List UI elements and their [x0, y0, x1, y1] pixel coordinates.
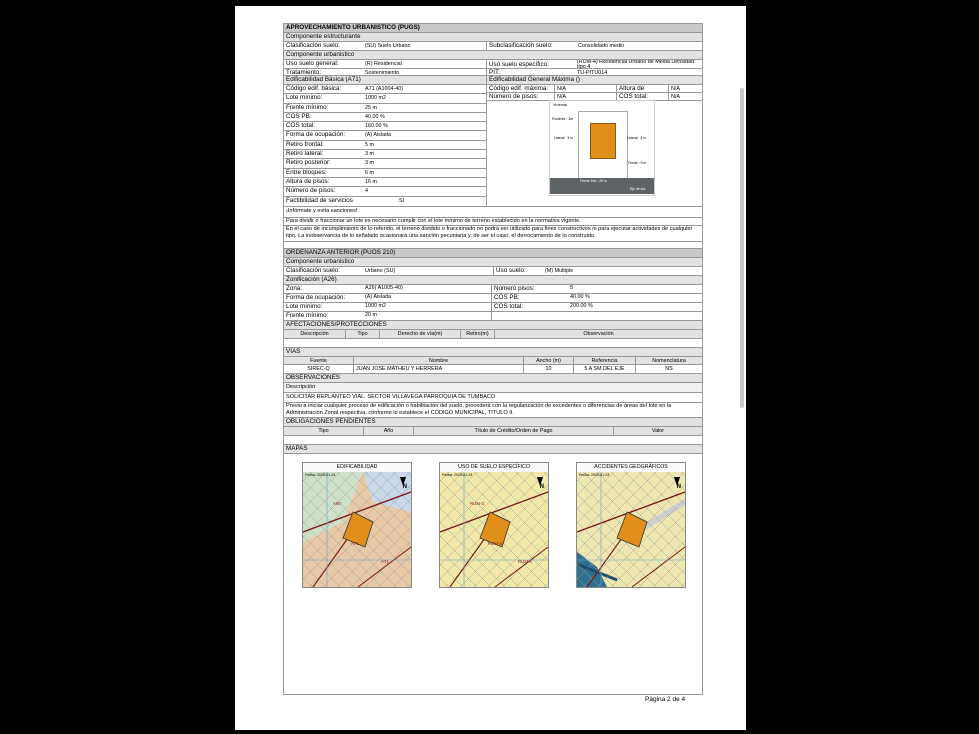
basica-row — [284, 159, 486, 168]
basica-row — [284, 94, 486, 103]
ant-cospb-label: COS PB: — [494, 293, 520, 301]
map-title: EDIFICABILIDAD — [303, 463, 411, 473]
map-zone-label: A71 — [351, 540, 359, 546]
basica-row — [284, 150, 486, 159]
basica-row — [284, 178, 486, 187]
map-date: Fecha: 2025-01-24 — [579, 472, 610, 477]
map-date: Fecha: 2025-01-24 — [442, 472, 473, 477]
cos-max-label: COS total: — [617, 93, 669, 100]
vias-row — [284, 365, 702, 374]
basica-row — [284, 131, 486, 140]
basica-row-value: A71 (A1004-40) — [365, 86, 404, 92]
ant-forma-value: (A) Aislada — [365, 293, 392, 300]
ant-costot-label: COS total: — [494, 302, 524, 310]
vias-ancho: 10 — [524, 365, 574, 373]
basica-row — [284, 85, 486, 94]
diagram-lateral-left: Lateral : 3 m — [554, 136, 573, 140]
basica-row-value: 3 m — [365, 160, 374, 167]
maxima-title: Edificabilidad General Máxima () — [487, 76, 702, 85]
afect-col-derecho: Derecho de vía(m) — [380, 330, 461, 338]
ant-cospb-value: 40.00 % — [570, 293, 590, 300]
tratamiento-value: Sostenimiento — [365, 70, 400, 76]
basica-row-label: Retiro posterior: — [286, 159, 331, 167]
cos-max-value: N/A — [671, 94, 680, 100]
basica-row-value: 1000 m2 — [365, 95, 386, 102]
uso-general-value: (R) Residencial — [365, 61, 402, 67]
section-mapas-title: MAPAS — [284, 445, 702, 454]
altura-max-value: N/A — [671, 86, 680, 92]
basica-row — [284, 187, 486, 196]
ant-uso-value: (M) Multiple — [545, 267, 574, 274]
oblig-col-tipo: Tipo — [284, 427, 364, 435]
vias-col-fuente: Fuente — [284, 357, 354, 364]
pisos-max-value: N/A — [555, 93, 617, 100]
altura-max-label: Altura de — [617, 85, 669, 92]
ant-npisos-label: Número pisos: — [494, 284, 535, 292]
uso-especifico-label: Uso suelo específico: — [489, 61, 549, 68]
north-arrow-icon: N — [676, 483, 681, 490]
map-zone-label: A71 — [381, 558, 389, 564]
basica-row — [284, 104, 486, 113]
map-date: Fecha: 2025-01-24 — [305, 472, 336, 477]
obs-text-2: Previo a iniciar cualquier proceso de edificación o habilitación del suelo, procederá con la regularización de excedentes o diferencias de áreas del lote en la Administración Zonal respectiva, conforme lo establece el CÓDIGO MUNICIPAL, TITULO II. — [284, 403, 702, 418]
afect-col-tipo: Tipo — [346, 330, 380, 338]
basica-title: Edificabilidad Básica (A71) — [284, 76, 486, 85]
oblig-col-anio: Año — [364, 427, 414, 435]
vertical-scrollbar[interactable] — [740, 88, 744, 408]
ant-npisos-value: 5 — [570, 284, 573, 291]
basica-row-value: 4 — [365, 188, 368, 195]
ant-lote-label: Lote mínimo: — [286, 302, 323, 310]
tratamiento-label: Tratamiento: — [286, 69, 322, 76]
vias-fuente: SIREC-Q — [284, 365, 354, 373]
lot-diagram — [549, 100, 655, 196]
vias-referencia: 5 A SM DEL EJE — [574, 365, 636, 373]
vias-nomenclatura: NS — [665, 365, 673, 372]
basica-row-label: Retiro frontal: — [286, 140, 324, 148]
pit-value: TU-PITU014 — [577, 70, 608, 76]
ant-forma-label: Forma de ocupación: — [286, 293, 346, 301]
map-image — [577, 472, 685, 587]
vias-col-nombre: Nombre — [354, 357, 524, 364]
anterior-componente: Componente urbanistico — [284, 258, 702, 267]
document-page — [235, 6, 746, 730]
clasif-value: (SU) Suelo Urbano — [365, 43, 411, 49]
basica-table — [284, 85, 486, 206]
ant-zona-label: Zona: — [286, 284, 303, 292]
map-zone-label: RUM-4 — [488, 540, 502, 546]
basica-row-label: Altura de pisos: — [286, 177, 330, 185]
clasif-label: Clasificación suelo: — [286, 42, 340, 49]
basica-row — [284, 113, 486, 122]
maps-container — [284, 454, 702, 604]
codigo-max-label: Código edif. máxima: — [487, 85, 555, 92]
vias-col-ancho: Ancho (m) — [524, 357, 574, 364]
map-zone-label: RUM-3 — [470, 500, 484, 506]
basica-row-label: Retiro lateral: — [286, 150, 324, 158]
warning-p1: Para dividir o fraccionar un lote es necesario cumplir con el lote mínimo de terreno establecido en la normativa vigente. — [284, 218, 702, 226]
map-zone-label: A90 — [333, 500, 341, 506]
componente-estructurante: Componente estructurante — [284, 33, 702, 42]
ant-clasif-label: Clasificación suelo: — [286, 266, 340, 274]
basica-row — [284, 197, 486, 206]
oblig-col-valor: Valor — [614, 427, 702, 435]
section-vias-title: VÍAS — [284, 348, 702, 357]
map-3[interactable] — [576, 462, 686, 588]
basica-row — [284, 169, 486, 178]
ant-lote-value: 1000 m2 — [365, 302, 386, 309]
section-anterior-title: ORDENANZA ANTERIOR (PUOS 210) — [284, 249, 702, 258]
map-title: ACCIDENTES GEOGRÁFICOS — [577, 463, 685, 473]
basica-row-value: 5 m — [365, 141, 374, 148]
subclasif-value: Consolidado medio — [578, 43, 625, 49]
basica-row — [284, 122, 486, 131]
north-arrow-icon: N — [539, 483, 544, 490]
basica-row-value: 6 m — [365, 169, 374, 176]
section-afectaciones-title: AFECTACIONES/PROTECCIONES — [284, 321, 702, 330]
map-title: USO DE SUELO ESPECÍFICO — [440, 463, 548, 473]
basica-row-label: COS PB: — [286, 112, 312, 120]
vias-col-referencia: Referencia — [574, 357, 636, 364]
basica-row-value: 40.00 % — [365, 113, 385, 120]
map-1[interactable] — [302, 462, 412, 588]
basica-row-value: (A) Aislada — [365, 132, 392, 139]
diagram-frente-min: Frente Mín.: 25 m — [580, 179, 607, 183]
basica-row-label: Lote mínimo: — [286, 94, 323, 102]
basica-row-value: 25 m — [365, 104, 377, 111]
basica-row-value: 16 m — [365, 178, 377, 185]
vias-col-nomenclatura: Nomenclatura — [636, 357, 702, 364]
pit-label: PIT: — [489, 69, 500, 76]
north-arrow-icon: N — [402, 483, 407, 490]
map-zone-label: RUM-4 — [518, 558, 532, 564]
map-image — [303, 472, 411, 587]
basica-row-value: 160.00 % — [365, 123, 388, 130]
diagram-frente: Frente : 5 m — [628, 161, 647, 165]
basica-row-label: Forma de ocupación: — [286, 131, 346, 139]
obs-col-descripcion: Descripción — [284, 383, 702, 393]
ant-zona-value: A26( A1005-40) — [365, 284, 403, 291]
vias-nombre: JUAN JOSE MATHEU Y HERRERA — [354, 365, 524, 373]
basica-row — [284, 141, 486, 150]
basica-row-value: SI — [399, 197, 405, 204]
uso-especifico-value: (RUM-4) Residencial Urbano de Media Densidad tipo 4 — [577, 60, 695, 68]
section-aprovechamiento-title: APROVECHAMIENTO URBANISTICO (PUGS) — [284, 24, 702, 33]
oblig-col-titulo: Título de Crédito/Orden de Pago — [414, 427, 614, 435]
ant-uso-label: Uso suelo: — [496, 266, 526, 274]
codigo-max-value: N/A — [555, 85, 617, 92]
anterior-zonificacion: Zonificación (A26) — [284, 276, 702, 285]
ant-frente-label: Frente mínimo: — [286, 311, 329, 319]
afect-col-descripcion: Descripción — [284, 330, 346, 338]
pisos-max-label: Número de pisos: — [487, 93, 555, 100]
map-2[interactable] — [439, 462, 549, 588]
basica-row-value: 3 m — [365, 151, 374, 158]
basica-row-label: Entre bloques: — [286, 168, 327, 176]
certificate-content — [283, 23, 703, 695]
warning-p2: En el caso de incumplimiento de lo referido, el terreno dividido o fraccionado no podrá ser utilizado para fines constructivos ni para ejecutar actividades de cualquier tipo. La inobservancia de lo señalado ocasionará una sanción pecuniaria y, de ser el caso, el derrocamiento de lo construido. — [284, 226, 702, 242]
diagram-vivienda: Vivienda — [553, 103, 567, 107]
page-number: Página 2 de 4 — [645, 696, 686, 703]
diagram-lateral-right: Lateral : 3 m — [627, 136, 646, 140]
afect-col-observacion: Observación — [495, 330, 702, 338]
warning-title: ¡Infórmate y evita sanciones! — [284, 207, 702, 218]
basica-row-label: Código edif. básica: — [286, 85, 342, 92]
map-image — [440, 472, 548, 587]
subclasif-label: Subclasificación suelo: — [489, 42, 553, 49]
ant-costot-value: 200.00 % — [570, 302, 593, 309]
uso-general-label: Uso suelo general: — [286, 60, 339, 67]
diagram-posterior: Posterior : 3m — [552, 117, 574, 121]
ant-frente-value: 20 m — [365, 311, 377, 318]
building-footprint — [590, 123, 616, 159]
basica-row-label: Frente mínimo: — [286, 103, 329, 111]
afect-col-retiro: Retiro(m) — [461, 330, 495, 338]
section-observaciones-title: OBSERVACIONES — [284, 374, 702, 383]
obs-text-1: SOLICITAR REPLANTEO VIAL. SECTOR VILLAVEGA PARROQUIA DE TUMBACO — [284, 393, 702, 403]
diagram-via: Eje de vía — [630, 187, 646, 191]
basica-row-label: COS total: — [286, 122, 316, 130]
basica-row-label: Número de pisos: — [286, 187, 336, 195]
componente-urbanistico: Componente urbanistico — [284, 51, 702, 60]
section-obligaciones-title: OBLIGACIONES PENDIENTES — [284, 418, 702, 427]
basica-row-label: Factibilidad de servicios — [286, 196, 353, 204]
ant-clasif-value: Urbano (SU) — [363, 267, 494, 275]
